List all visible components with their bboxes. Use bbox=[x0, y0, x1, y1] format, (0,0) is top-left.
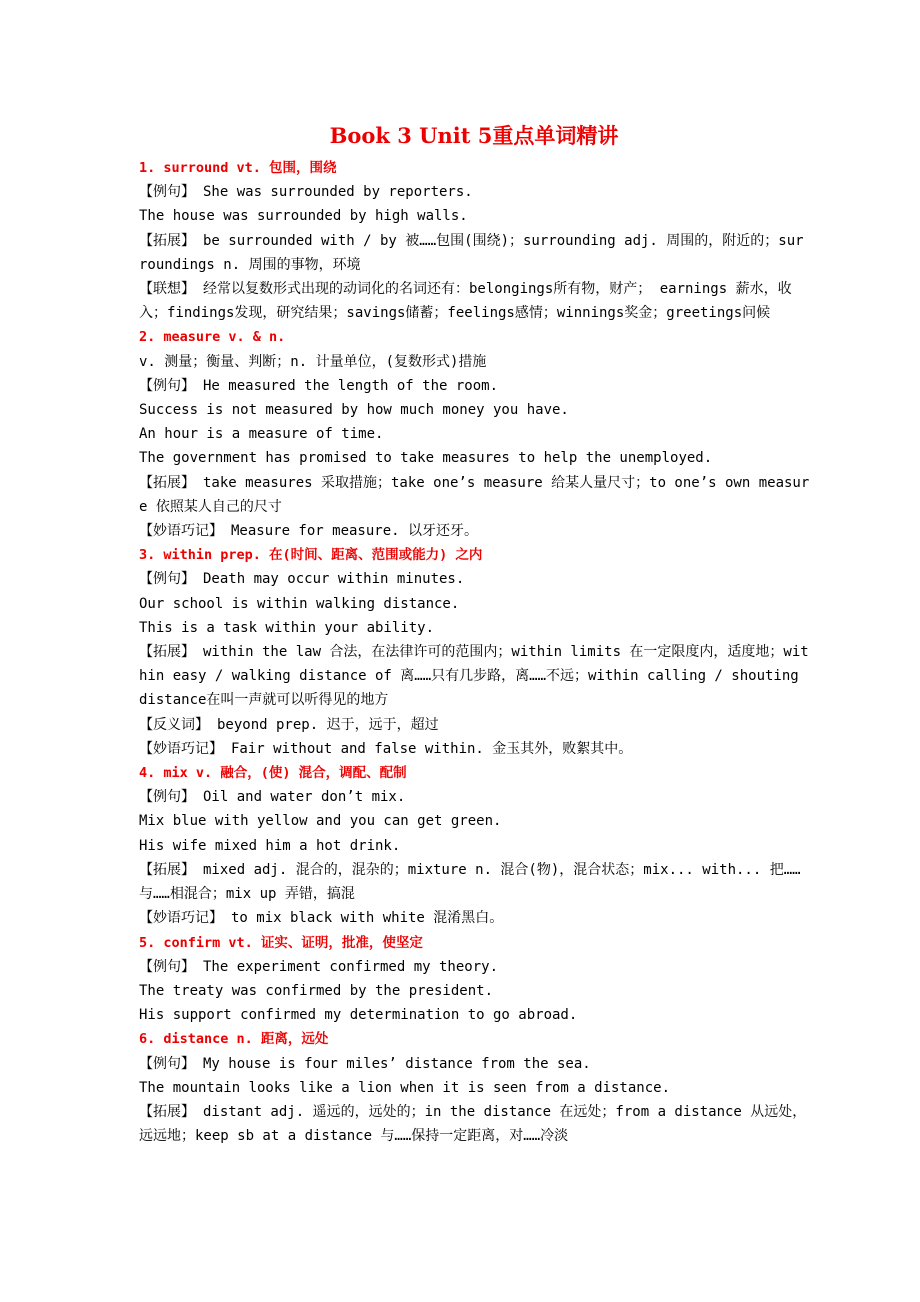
entry-tag: 【拓展】 bbox=[139, 474, 195, 491]
entry-text: to mix black with white 混淆黑白。 bbox=[231, 910, 504, 927]
entry-text: The government has promised to take measures to help the unemployed. bbox=[139, 450, 713, 467]
entry-text: His support confirmed my determination to go abroad. bbox=[139, 1007, 578, 1024]
entry-list bbox=[139, 156, 811, 1148]
entry-text: take measures 采取措施；take one’s measure 给某人量尺寸；to one’s own measure 依照某人自己的尺寸 bbox=[139, 474, 810, 515]
entry-line bbox=[139, 640, 811, 713]
entry-tag: 【例句】 bbox=[139, 571, 195, 588]
document-page bbox=[139, 120, 811, 1148]
entry-heading: 3. within prep. 在(时间、距离、范围或能力) 之内 bbox=[139, 547, 483, 564]
entry-line bbox=[139, 955, 811, 979]
entry-text: v. 测量；衡量、判断；n. 计量单位，(复数形式)措施 bbox=[139, 353, 487, 370]
entry-line bbox=[139, 858, 811, 906]
entry-line bbox=[139, 906, 811, 930]
entry-line bbox=[139, 519, 811, 543]
entry-text: distant adj. 遥远的，远处的；in the distance 在远处；from a distance 从远处，远远地；keep sb at a distance 与……保持一定距离，对……冷淡 bbox=[139, 1103, 807, 1145]
entry-text: My house is four miles’ distance from the sea. bbox=[203, 1055, 591, 1072]
entry-line bbox=[139, 1003, 811, 1027]
entry-tag: 【例句】 bbox=[139, 184, 195, 201]
entry-line bbox=[139, 834, 811, 858]
entry-heading: 5. confirm vt. 证实、证明，批准，使坚定 bbox=[139, 934, 423, 951]
entry-line bbox=[139, 737, 811, 761]
entry-tag: 【例句】 bbox=[139, 789, 195, 806]
vocab-entry bbox=[139, 325, 811, 543]
entry-tag: 【妙语巧记】 bbox=[139, 740, 223, 757]
entry-text: Success is not measured by how much money you have. bbox=[139, 402, 569, 419]
entry-tag: 【例句】 bbox=[139, 958, 195, 975]
entry-line bbox=[139, 979, 811, 1003]
vocab-entry bbox=[139, 931, 811, 1028]
vocab-entry bbox=[139, 543, 811, 761]
entry-tag: 【拓展】 bbox=[139, 1103, 195, 1120]
entry-text: within the law 合法，在法律许可的范围内；within limits 在一定限度内，适度地；within easy / walking distance of 离……只有几步路，离……不远；within calling / shouting distance在叫一声就可以听得见的地方 bbox=[139, 644, 809, 709]
entry-text: His wife mixed him a hot drink. bbox=[139, 837, 401, 854]
entry-line bbox=[139, 567, 811, 591]
entry-heading: 4. mix v. 融合，(使) 混合，调配、配制 bbox=[139, 765, 407, 782]
entry-text: be surrounded with / by 被……包围(围绕)；surrounding adj. 周围的，附近的；surroundings n. 周围的事物，环境 bbox=[139, 232, 804, 273]
entry-line bbox=[139, 446, 811, 470]
entry-tag: 【联想】 bbox=[139, 281, 195, 298]
entry-text: Mix blue with yellow and you can get green. bbox=[139, 813, 502, 830]
entry-tag: 【例句】 bbox=[139, 1055, 195, 1072]
entry-line bbox=[139, 592, 811, 616]
entry-line bbox=[139, 471, 811, 519]
vocab-entry bbox=[139, 1027, 811, 1148]
vocab-entry bbox=[139, 156, 811, 325]
entry-tag: 【拓展】 bbox=[139, 644, 195, 661]
entry-text: Measure for measure. 以牙还牙。 bbox=[231, 523, 479, 540]
entry-text: beyond prep. 迟于，远于，超过 bbox=[217, 716, 439, 733]
entry-text: Oil and water don’t mix. bbox=[203, 789, 406, 806]
entry-line bbox=[139, 180, 811, 204]
entry-line bbox=[139, 374, 811, 398]
entry-text: The mountain looks like a lion when it is seen from a distance. bbox=[139, 1079, 671, 1096]
entry-tag: 【拓展】 bbox=[139, 232, 195, 249]
entry-text: An hour is a measure of time. bbox=[139, 426, 384, 443]
entry-tag: 【反义词】 bbox=[139, 716, 209, 733]
entry-tag: 【例句】 bbox=[139, 377, 195, 394]
page-title: Book 3 Unit 5重点单词精讲 bbox=[329, 123, 619, 148]
vocab-entry bbox=[139, 761, 811, 930]
entry-text: This is a task within your ability. bbox=[139, 619, 435, 636]
entry-line bbox=[139, 229, 811, 277]
entry-tag: 【妙语巧记】 bbox=[139, 523, 223, 540]
entry-text: The treaty was confirmed by the president. bbox=[139, 982, 494, 999]
entry-line bbox=[139, 422, 811, 446]
entry-text: 经常以复数形式出现的动词化的名词还有：belongings所有物，财产； earnings 薪水，收入；findings发现，研究结果；savings储蓄；feelings感情；winnings奖金；greetings问候 bbox=[139, 281, 792, 322]
entry-text: Fair without and false within. 金玉其外，败絮其中。 bbox=[231, 740, 633, 757]
entry-tag: 【拓展】 bbox=[139, 861, 195, 878]
entry-line bbox=[139, 350, 811, 374]
entry-line bbox=[139, 277, 811, 325]
entry-line bbox=[139, 713, 811, 737]
entry-line bbox=[139, 809, 811, 833]
entry-text: Death may occur within minutes. bbox=[203, 571, 465, 588]
entry-line bbox=[139, 398, 811, 422]
entry-heading: 6. distance n. 距离，远处 bbox=[139, 1031, 329, 1048]
entry-text: Our school is within walking distance. bbox=[139, 595, 460, 612]
entry-heading: 1. surround vt. 包围，围绕 bbox=[139, 160, 337, 176]
entry-text: The house was surrounded by high walls. bbox=[139, 208, 468, 225]
entry-line bbox=[139, 204, 811, 228]
entry-line bbox=[139, 616, 811, 640]
entry-line bbox=[139, 785, 811, 809]
entry-text: mixed adj. 混合的，混杂的；mixture n. 混合(物)，混合状态；mix... with... 把……与……相混合；mix up 弄错，搞混 bbox=[139, 861, 801, 903]
entry-tag: 【妙语巧记】 bbox=[139, 910, 223, 927]
entry-text: She was surrounded by reporters. bbox=[203, 184, 473, 201]
entry-line bbox=[139, 1076, 811, 1100]
entry-text: The experiment confirmed my theory. bbox=[203, 958, 499, 975]
entry-line bbox=[139, 1052, 811, 1076]
entry-line bbox=[139, 1100, 811, 1148]
entry-text: He measured the length of the room. bbox=[203, 377, 499, 394]
entry-heading: 2. measure v. & n. bbox=[139, 329, 286, 346]
